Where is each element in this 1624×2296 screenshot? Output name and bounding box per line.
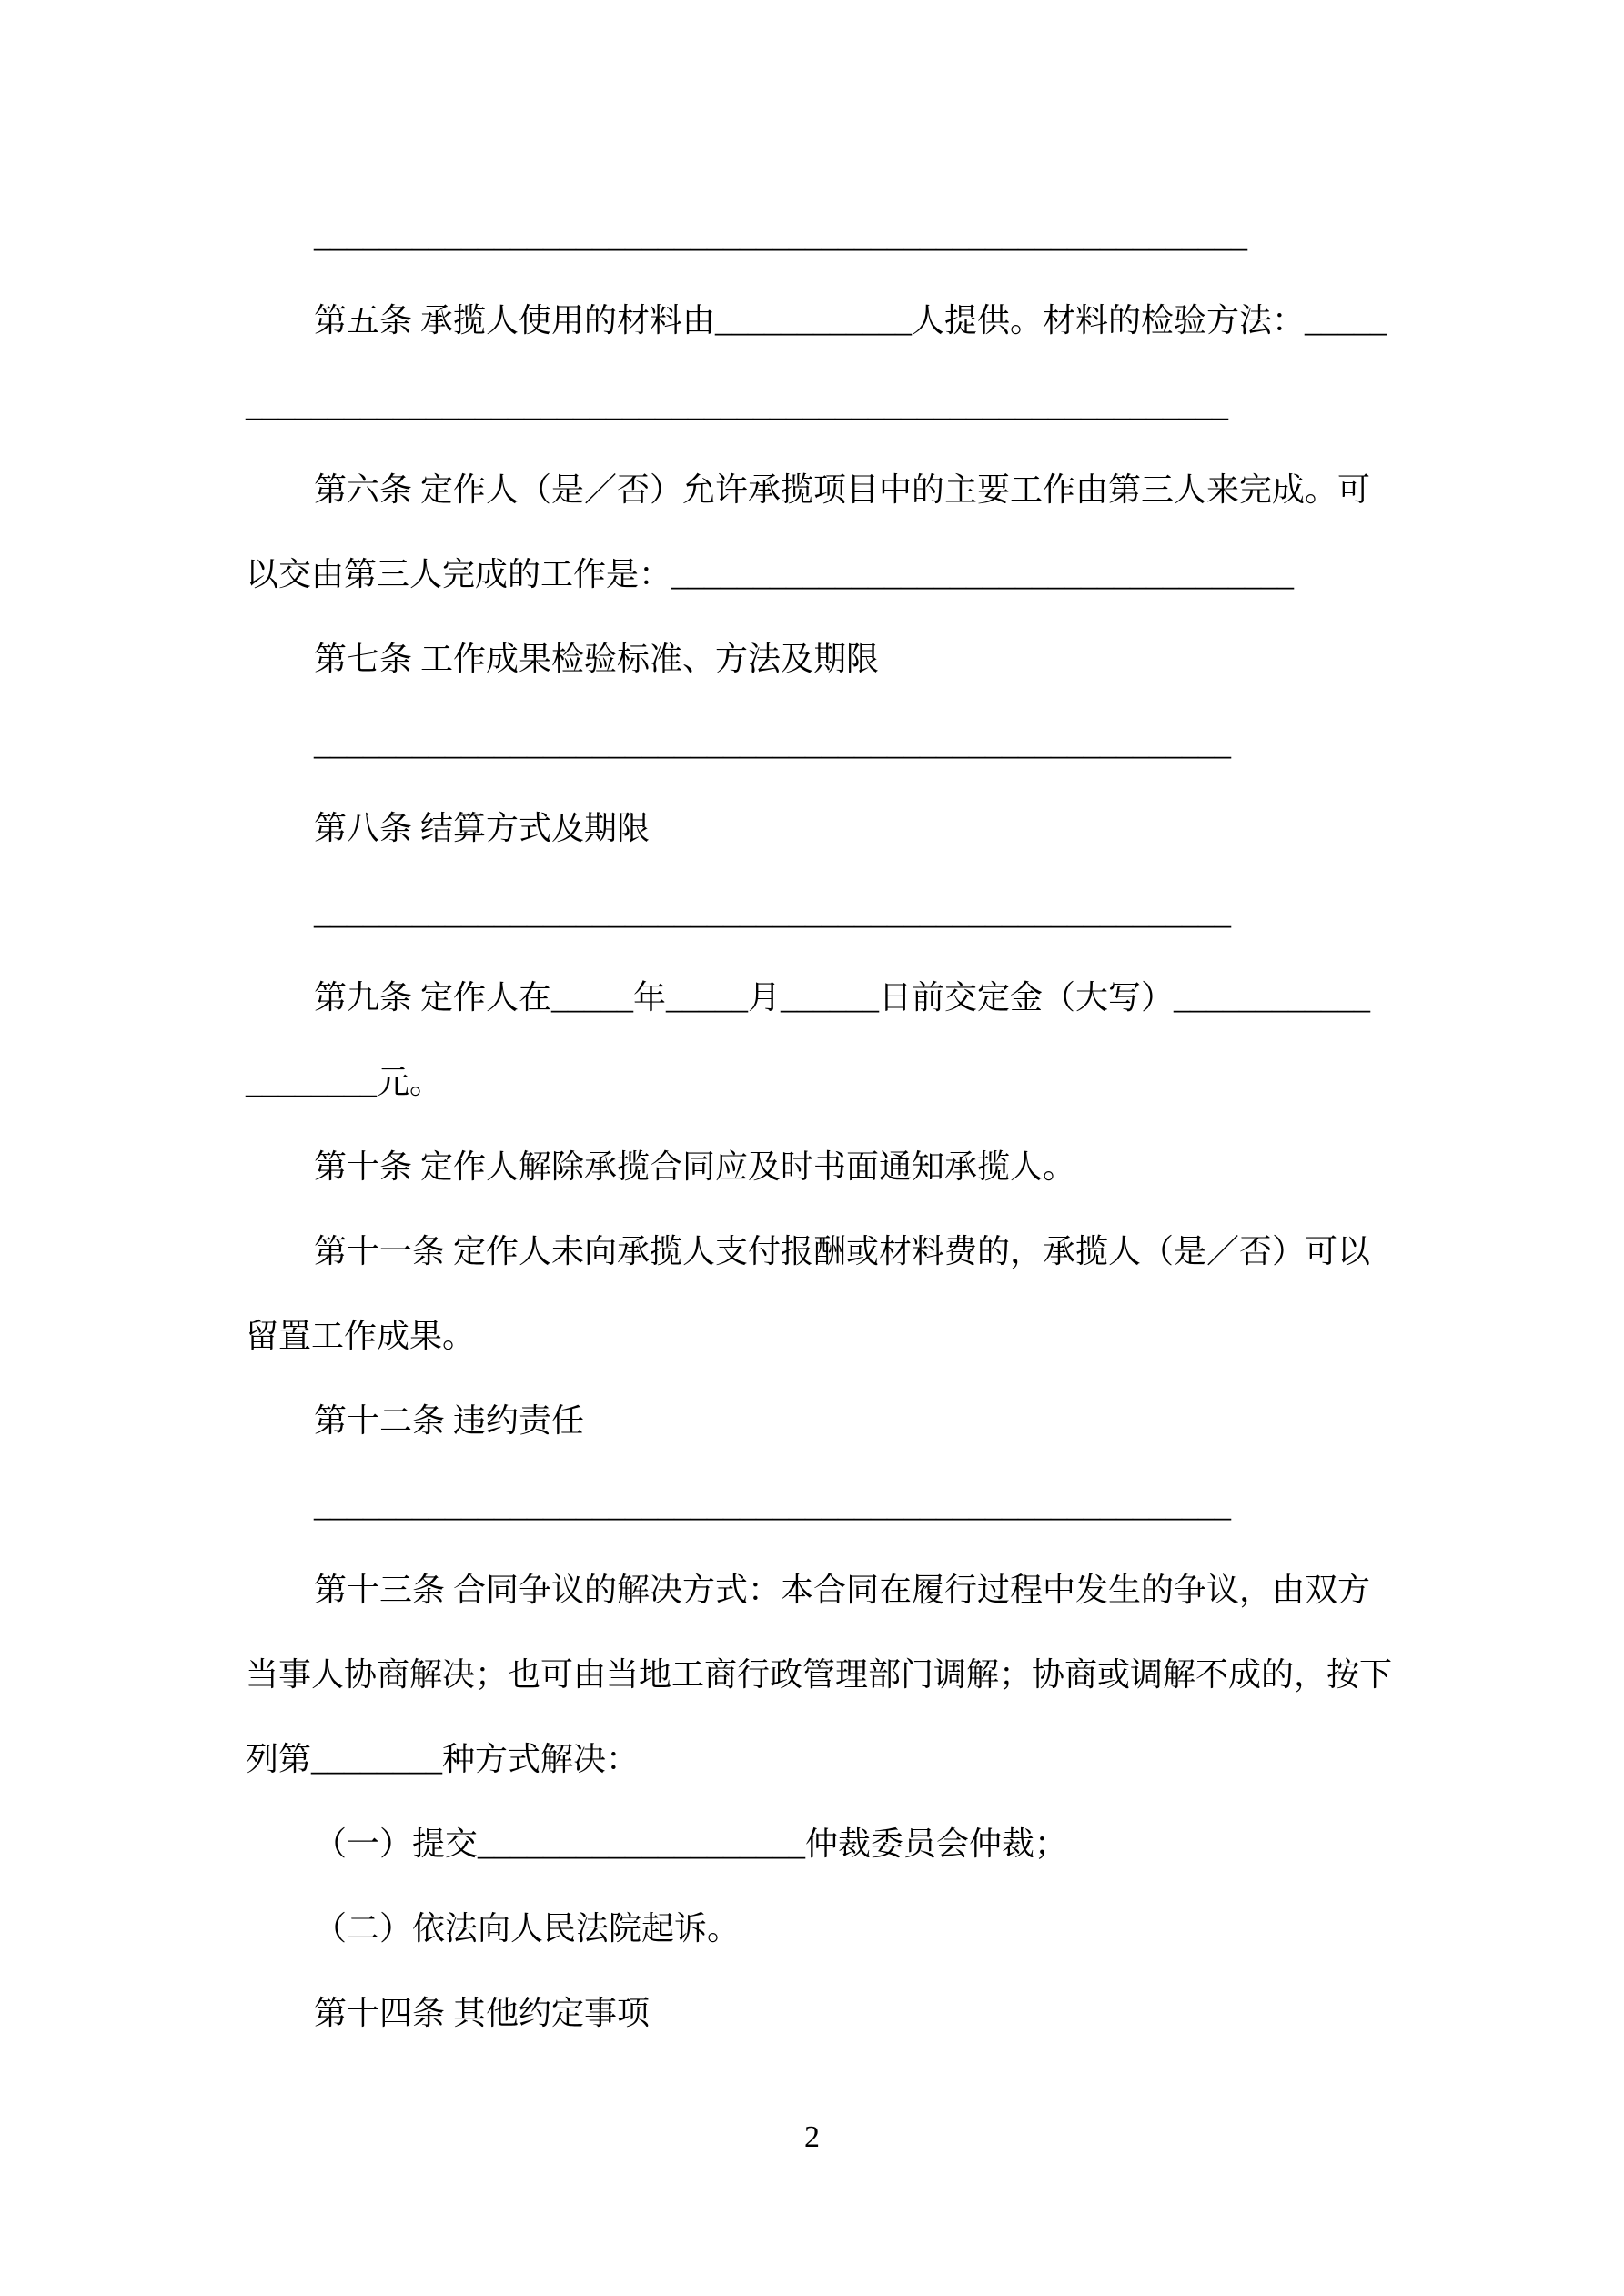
contract-line: 第十二条 违约责任 [314, 1402, 585, 1439]
page-number: 2 [804, 2120, 820, 2154]
contract-line: 第八条 结算方式及期限 [314, 810, 651, 846]
contract-line: ________________________________________________________ [314, 1487, 1231, 1523]
contract-line: ________元。 [246, 1064, 443, 1100]
contract-line: ________________________________________________________ [314, 895, 1231, 931]
contract-line: 留置工作成果。 [246, 1318, 476, 1354]
contract-line: 第十四条 其他约定事项 [314, 1995, 651, 2031]
contract-line: 第五条 承揽人使用的材料由____________人提供。材料的检验方法：_____ [314, 302, 1387, 339]
contract-line: 第六条 定作人（是／否）允许承揽项目中的主要工作由第三人来完成。可 [314, 471, 1371, 508]
contract-line: 第十三条 合同争议的解决方式：本合同在履行过程中发生的争议，由双方 [314, 1572, 1371, 1608]
contract-line: ____________________________________________________________ [246, 387, 1228, 423]
contract-line: ________________________________________________________ [314, 725, 1231, 762]
contract-line: 第十条 定作人解除承揽合同应及时书面通知承揽人。 [314, 1148, 1076, 1185]
contract-line: （二）依法向人民法院起诉。 [314, 1910, 741, 1947]
page-footer [0, 2122, 1624, 2153]
contract-line: 第九条 定作人在_____年_____月______日前交定金（大写）____________ [314, 979, 1371, 1016]
contract-line: _________________________________________________________ [314, 217, 1247, 254]
contract-line: 当事人协商解决；也可由当地工商行政管理部门调解；协商或调解不成的，按下 [246, 1656, 1393, 1693]
contract-line: 第七条 工作成果检验标准、方法及期限 [314, 641, 880, 677]
contract-line: 以交由第三人完成的工作是：______________________________________ [246, 556, 1295, 592]
contract-line: 列第________种方式解决： [246, 1741, 640, 1777]
contract-line: 第十一条 定作人未向承揽人支付报酬或材料费的，承揽人（是／否）可以 [314, 1233, 1371, 1269]
contract-body [246, 194, 1419, 2056]
contract-line: （一）提交____________________仲裁委员会仲裁； [314, 1826, 1068, 1862]
